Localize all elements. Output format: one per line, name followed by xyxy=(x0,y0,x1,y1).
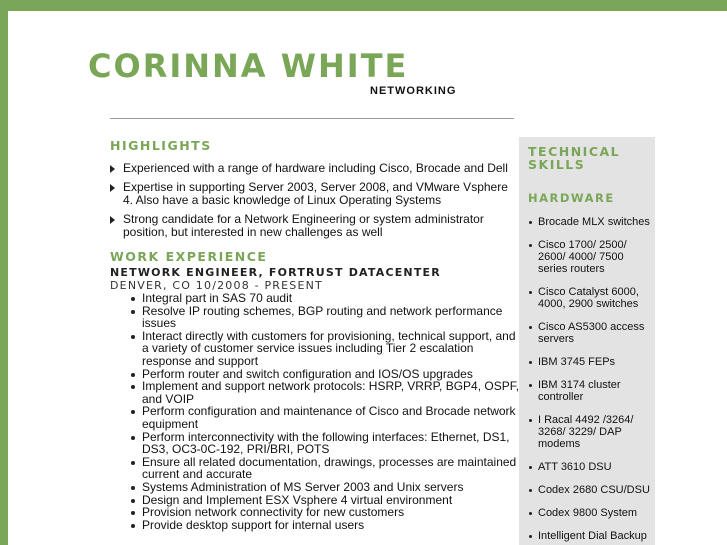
duty-item: Implement and support network protocols: HSRP, VRRP, BGP4, OSPF, and VOIP xyxy=(130,380,520,405)
bullet-icon xyxy=(529,384,532,387)
bullet-icon xyxy=(131,385,135,389)
hardware-list xyxy=(528,216,652,545)
work-experience-heading: WORK EXPERIENCE xyxy=(110,249,268,264)
hardware-item: Cisco Catalyst 6000, 4000, 2900 switches xyxy=(528,286,652,310)
duty-item: Ensure all related documentation, drawings, processes are maintained current and accurate xyxy=(130,456,520,481)
bullet-icon xyxy=(131,335,135,339)
duty-item: Resolve IP routing schemes, BGP routing and network performance issues xyxy=(130,305,520,330)
main-column xyxy=(110,138,520,531)
bullet-icon xyxy=(131,461,135,465)
bullet-icon xyxy=(529,326,532,329)
triangle-bullet-icon xyxy=(110,184,115,192)
candidate-name: CORINNA WHITE xyxy=(88,47,409,85)
bullet-icon xyxy=(131,499,135,503)
duty-item: Systems Administration of MS Server 2003 and Unix servers xyxy=(130,481,520,494)
bullet-icon xyxy=(131,511,135,515)
bullet-icon xyxy=(529,221,532,224)
hardware-item: Intelligent Dial Backup xyxy=(528,530,652,542)
hardware-item: Codex 9800 System xyxy=(528,507,652,519)
bullet-icon xyxy=(529,244,532,247)
hardware-item: Cisco AS5300 access servers xyxy=(528,321,652,345)
bullet-icon xyxy=(529,512,532,515)
bullet-icon xyxy=(131,297,135,301)
technical-skills-heading: TECHNICAL SKILLS xyxy=(528,144,621,172)
triangle-bullet-icon xyxy=(110,165,115,173)
bullet-icon xyxy=(131,410,135,414)
bullet-icon xyxy=(529,466,532,469)
hardware-item: ATT 3610 DSU xyxy=(528,461,652,473)
job-location: DENVER, CO 10/2008 - PRESENT xyxy=(110,279,323,292)
highlight-item: Expertise in supporting Server 2003, Server 2008, and VMware Vsphere 4. Also have a basic knowledge of Linux Operating Systems xyxy=(110,181,520,207)
bullet-icon xyxy=(131,524,135,528)
duty-item: Provision network connectivity for new customers xyxy=(130,506,520,519)
hardware-item: IBM 3174 cluster controller xyxy=(528,379,652,403)
highlights-list xyxy=(110,162,520,239)
candidate-subtitle: NETWORKING xyxy=(370,85,457,97)
bullet-icon xyxy=(529,419,532,422)
bullet-icon xyxy=(131,373,135,377)
hardware-item: IBM 3745 FEPs xyxy=(528,356,652,368)
hardware-heading: HARDWARE xyxy=(528,191,615,205)
bullet-icon xyxy=(529,535,532,538)
bullet-icon xyxy=(529,489,532,492)
duty-item: Perform router and switch configuration and IOS/OS upgrades xyxy=(130,368,520,381)
highlight-item: Experienced with a range of hardware including Cisco, Brocade and Dell xyxy=(110,162,520,175)
duty-item: Perform configuration and maintenance of Cisco and Brocade network equipment xyxy=(130,405,520,430)
resume-page xyxy=(8,11,727,545)
duty-item: Perform interconnectivity with the following interfaces: Ethernet, DS1, DS3, OC3-0C-192, PRI/BRI, POTS xyxy=(130,431,520,456)
duty-item: Provide desktop support for internal users xyxy=(130,519,520,532)
bullet-icon xyxy=(131,486,135,490)
hardware-item: Brocade MLX switches xyxy=(528,216,652,228)
highlight-item: Strong candidate for a Network Engineering or system administrator position, but interested in new challenges as well xyxy=(110,213,520,239)
highlights-heading: HIGHLIGHTS xyxy=(110,138,212,153)
bullet-icon xyxy=(529,291,532,294)
bullet-icon xyxy=(131,436,135,440)
duties-list xyxy=(110,292,520,531)
job-title: NETWORK ENGINEER, FORTRUST DATACENTER xyxy=(110,266,441,279)
bullet-icon xyxy=(131,310,135,314)
bullet-icon xyxy=(529,361,532,364)
duty-item: Interact directly with customers for provisioning, technical support, and a variety of customer service issues including Tier 2 escalation response and support xyxy=(130,330,520,368)
hardware-item: I Racal 4492 /3264/ 3268/ 3229/ DAP modems xyxy=(528,414,652,450)
technical-skills-sidebar xyxy=(519,137,655,545)
hardware-item: Codex 2680 CSU/DSU xyxy=(528,484,652,496)
header-divider xyxy=(110,118,514,119)
hardware-item: Cisco 1700/ 2500/ 2600/ 4000/ 7500 series routers xyxy=(528,239,652,275)
triangle-bullet-icon xyxy=(110,216,115,224)
duty-item: Integral part in SAS 70 audit xyxy=(130,292,520,305)
duty-item: Design and Implement ESX Vsphere 4 virtual environment xyxy=(130,494,520,507)
